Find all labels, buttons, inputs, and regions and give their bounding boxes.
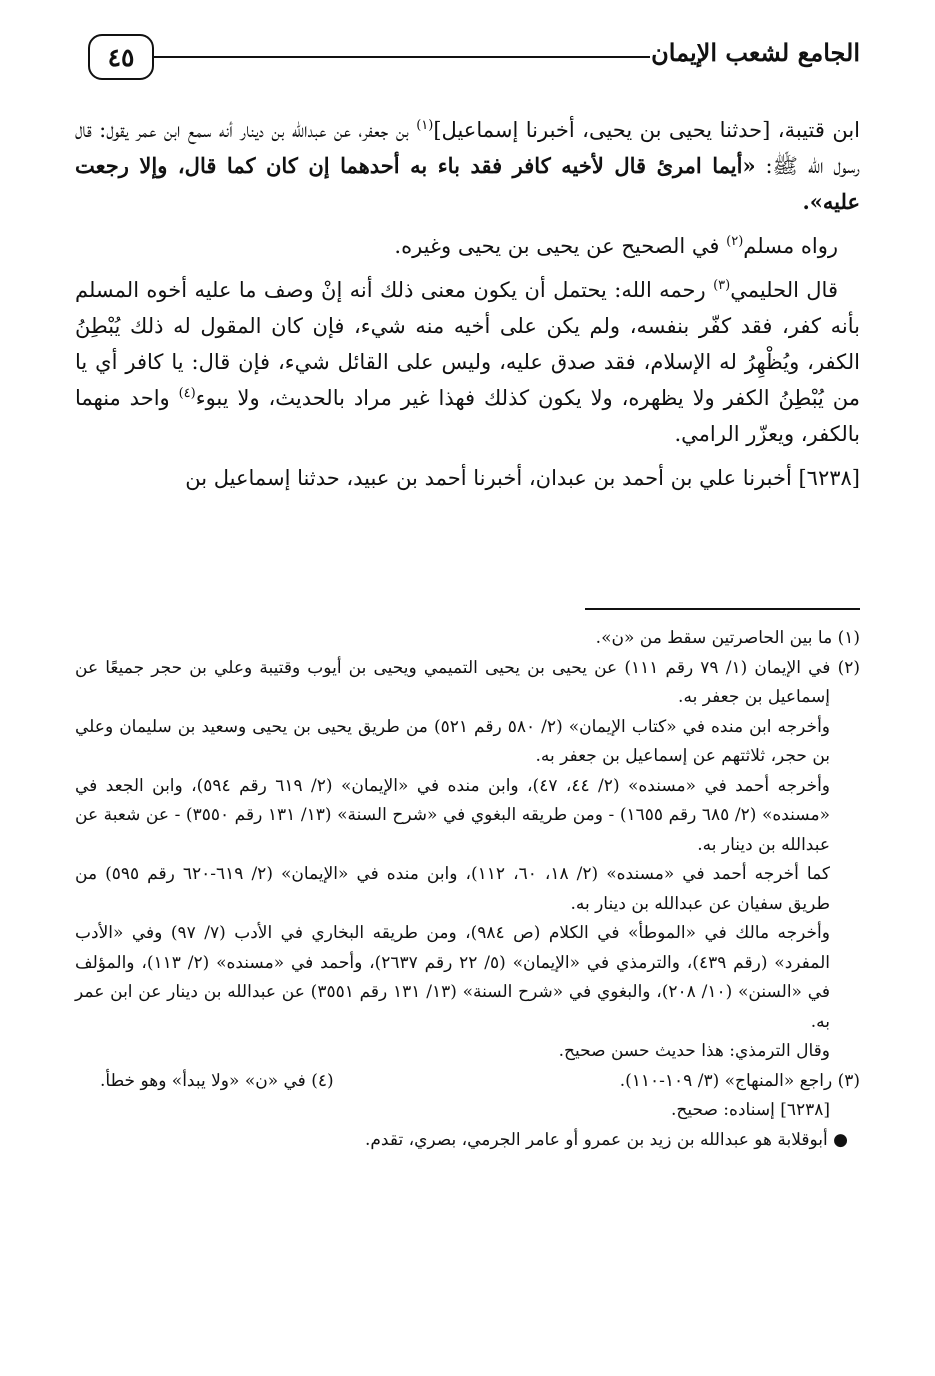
footnote-ref-4[interactable]: (٤) [178, 386, 196, 401]
paragraph-hadith-6238: [٦٢٣٨] أخبرنا علي بن أحمد بن عبدان، أخبرنا أحمد بن عبيد، حدثنا إسماعيل بن [185, 466, 860, 490]
main-text [75, 112, 860, 496]
footnote-1: (١) ما بين الحاصرتين سقط من «ن». [595, 628, 860, 648]
narrator-note: ● أبوقلابة هو عبدالله بن زيد بن عمرو أو عامر الجرمي، بصري، تقدم. [365, 1129, 848, 1150]
paragraph-commentary: قال الحليمي$^{(٣)}$ رحمه الله: يحتمل أن يكون معنى ذلك أنه إنْ وصف ما عليه أخوه المسلم بأنه كفر، فقد كفّر بنفسه، ولم يكن على أخيه منه شيء، فإن كان المقول له ذلك يُبْطِنُ الكفر، ويُظْهِرُ له الإسلام، فقد صدق عليه، وليس على القائل شيء، فإن قال: يا كافر أي يا من يُبْطِنُ الكفر ولا يظهره، ولا يكون كذلك فهذا غير مراد بالحديث، ولا يبوء$^{(٤)}$ واحد منهما بالكفر، ويعزّر الرامي. [75, 278, 861, 446]
isnad-grade: [٦٢٣٨] إسناده: صحيح. [670, 1100, 830, 1120]
running-header [88, 34, 860, 84]
footnote-2-para-c: وأخرجه أحمد في «مسنده» (٢/ ٤٤، ٤٧)، وابن منده في «الإيمان» (٢/ ٦١٩ رقم ٥٩٤)، وابن الجعد في «مسنده» (٢/ ٦٨٥ رقم ١٦٥٥) - ومن طريقه البغوي في «شرح السنة» (١٣/ ١٣١ رقم ٣٥٥٠) - عن شعبة عن عبدالله بن دينار به. [75, 775, 831, 855]
footnote-2-para-d: كما أخرجه أحمد في «مسنده» (٢/ ١٨، ٦٠، ١١٢)، وابن منده في «الإيمان» (٢/ ٦١٩-٦٢٠ رقم ٥٩٥) من طريق سفيان عن عبدالله بن دينار به. [75, 864, 830, 914]
page-number: ٤٥ [88, 34, 154, 80]
footnote-2-para-e: وأخرجه مالك في «الموطأ» في الكلام (ص ٩٨٤)، ومن طريقه البخاري في الأدب (٧/ ٩٧) وفي «الأدب المفرد» (رقم ٤٣٩)، والترمذي في «الإيمان» (٥/ ٢٢ رقم ٢٦٣٧)، وأحمد في «مسنده» (٢/ ١١٣)، والمؤلف في «السنن» (١٠/ ٢٠٨)، والبغوي في «شرح السنة» (١٣/ ١٣١ رقم ٣٥٥١) عن عبدالله بن دينار عن ابن عمر به. [75, 923, 831, 1032]
footnote-4: (٤) في «ن» «ولا يبدأ» وهو خطأ. [100, 1070, 334, 1091]
footnote-ref-2[interactable]: (٢) [726, 234, 744, 249]
footnote-2-para-f: وقال الترمذي: هذا حديث حسن صحيح. [558, 1041, 830, 1061]
hadith-text: «أيما امرئ قال لأخيه كافر فقد باء به أحدهما إن كان كما قال، وإلا رجعت عليه». [75, 153, 860, 214]
footnote-ref-1[interactable]: (١) [416, 118, 434, 133]
paragraph-isnad: ابن قتيبة، [حدثنا يحيى بن يحيى، أخبرنا إسماعيل]$^{(١)}$ بن جعفر، عن عبدالله بن دينار أنه سمع ابن عمر يقول: قال رسول الله ﷺ: «أيما امرئ قال لأخيه كافر فقد باء به أحدهما إن كان كما قال، وإلا رجعت عليه». [75, 118, 860, 214]
footnote-ref-3[interactable]: (٣) [713, 278, 731, 293]
footnote-2-para-b: وأخرجه ابن منده في «كتاب الإيمان» (٢/ ٥٨٠ رقم ٥٢١) من طريق يحيى بن يحيى وسعيد بن سليمان وعلي بن حجر، ثلاثتهم عن إسماعيل بن جعفر به. [75, 716, 830, 766]
header-rule [154, 56, 650, 58]
book-title: الجامع لشعب الإيمان [651, 38, 860, 67]
bullet-icon: ● [833, 1129, 848, 1150]
footnote-2: (٢) في الإيمان (١/ ٧٩ رقم ١١١) عن يحيى بن يحيى التميمي ويحيى بن أيوب وقتيبة وعلي بن حجر جميعًا عن إسماعيل بن جعفر به. [75, 657, 860, 707]
footnotes-3-4-row [75, 1067, 860, 1097]
footnote-separator [585, 608, 860, 610]
footnote-3: (٣) راجع «المنهاج» (٣/ ١٠٩-١١٠). [619, 1070, 860, 1091]
footnotes [75, 624, 860, 1155]
paragraph-takhrij: رواه مسلم$^{(٢)}$ في الصحيح عن يحيى بن يحيى وغيره. [394, 234, 838, 258]
